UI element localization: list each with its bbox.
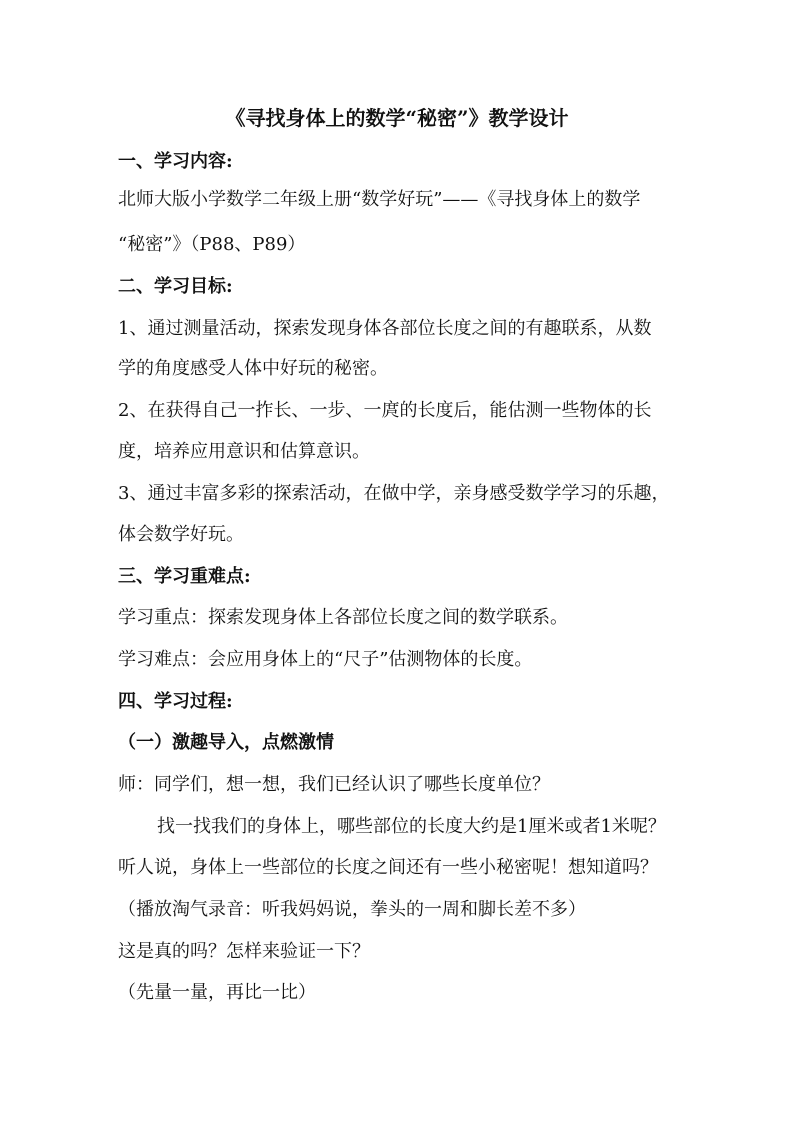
section-heading-process: 四、学习过程: — [118, 691, 233, 712]
subsection-heading: （一）激趣导入，点燃激情 — [118, 732, 334, 753]
document-title: 《寻找身体上的数学“秘密”》教学设计 — [225, 106, 569, 130]
process-text-line: 听人说，身体上一些部位的长度之间还有一些小秘密呢！想知道吗？ — [118, 857, 658, 878]
section-heading-key-points: 三、学习重难点: — [118, 566, 251, 587]
section-heading-content: 一、学习内容: — [118, 151, 233, 172]
goal-text-line: 1、通过测量活动，探索发现身体各部位长度之间的有趣联系，从数 — [118, 318, 652, 339]
goal-text-line: 体会数学好玩。 — [118, 524, 244, 545]
goal-text-line: 学的角度感受人体中好玩的秘密。 — [118, 358, 388, 379]
process-text-line: （先量一量，再比一比） — [118, 982, 316, 1003]
difficult-point-text: 学习难点：会应用身体上的“尺子”估测物体的长度。 — [118, 649, 533, 670]
content-text-line: 北师大版小学数学二年级上册“数学好玩”——《寻找身体上的数学 — [118, 189, 641, 210]
content-text-line: “秘密”》（P88、P89） — [118, 234, 306, 255]
process-text-line: （播放淘气录音：听我妈妈说，拳头的一周和脚长差不多） — [118, 899, 586, 920]
process-text-line: 这是真的吗？怎样来验证一下？ — [118, 941, 370, 962]
key-point-text: 学习重点：探索发现身体上各部位长度之间的数学联系。 — [118, 607, 568, 628]
process-text-line: 找一找我们的身体上，哪些部位的长度大约是1厘米或者1米呢？ — [157, 816, 666, 837]
goal-text-line: 2、在获得自己一拃长、一步、一庹的长度后，能估测一些物体的长 — [118, 400, 652, 421]
process-text-line: 师：同学们，想一想，我们已经认识了哪些长度单位？ — [118, 774, 550, 795]
goal-text-line: 度，培养应用意识和估算意识。 — [118, 441, 370, 462]
section-heading-goals: 二、学习目标: — [118, 276, 233, 297]
goal-text-line: 3、通过丰富多彩的探索活动，在做中学，亲身感受数学学习的乐趣， — [118, 483, 670, 504]
